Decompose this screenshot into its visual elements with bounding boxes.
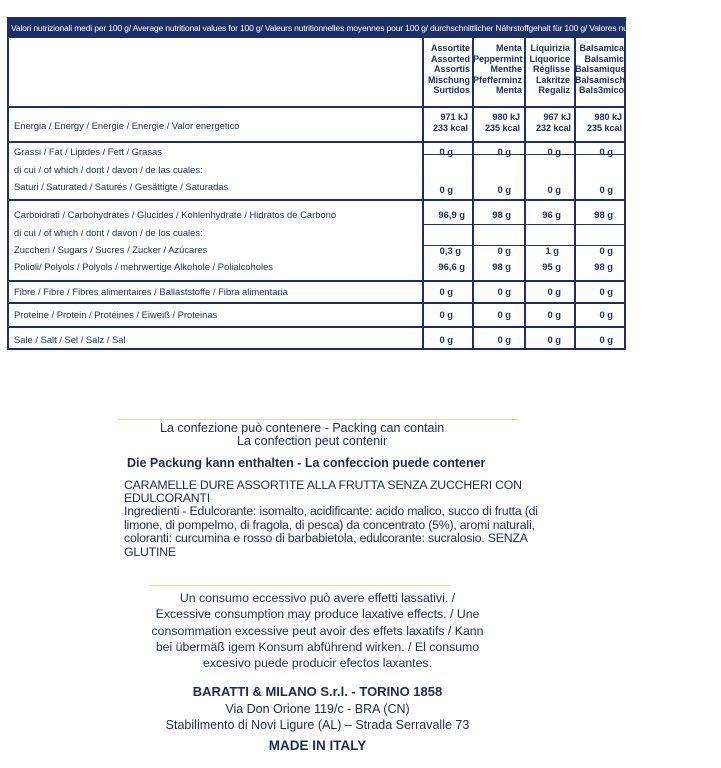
warning-line: bei übermäß igem Konsum abführend wirken. / El consumo	[155, 639, 480, 654]
company-address: Via Don Orione 119/c - BRA (CN)	[225, 702, 410, 716]
company-plant: Stabilimento di Novi Ligure (AL) – Strada Serravalle 73	[165, 718, 470, 732]
row-label-polyols: Polioli/ Polyols / Polyols / mehrwertige Alkohole / Polialcoholes	[14, 261, 273, 272]
nutrition-table	[7, 17, 721, 350]
row-divider	[9, 106, 624, 108]
cell-fibre-assorted: 0 g	[439, 286, 453, 297]
ingredients-line: limone, di pompelmo, di fragola, di pesca) da concentrato (5%), aromi naturali,	[124, 517, 535, 532]
ingredients-line: Ingredienti - Edulcorante: isomalto, acidificante: acido malico, succo di frutta (di	[124, 504, 538, 518]
product-title-line: EDULCORANTI	[124, 491, 210, 505]
row-divider	[9, 280, 624, 282]
row-label-fat: Grassi / Fat / Lipides / Fett / Grasas	[14, 146, 162, 157]
row-label-carbohydrates: Carboidrati / Carbohydrates / Glucides / Kohlenhydrate / Hidratos de Carbono	[14, 209, 337, 220]
cell-energy-peppermint: 980 kJ 235 kcal	[484, 112, 520, 133]
row-label-sugars: Zuccheri / Sugars / Sucres / Zucker / Azúcares	[14, 244, 208, 255]
made-in-italy: MADE IN ITALY	[268, 738, 367, 753]
packing-line-1: La confezione può contenere - Packing can contain	[160, 421, 445, 435]
ingredients	[124, 505, 538, 559]
cell-fibre-balsamic: 0 g	[599, 286, 613, 297]
cell-sugars-assorted: 0,3 g	[439, 245, 461, 256]
laxative-warning	[0, 590, 635, 671]
cell-fat-liquorice: 0 g	[547, 146, 561, 157]
cell-carbs-liquorice: 96 g	[542, 209, 561, 220]
column-header-balsamic: Balsamica Balsamic Balsamique Balsamisch Bals3mico	[575, 43, 626, 96]
cell-fat-assorted: 0 g	[439, 146, 453, 157]
row-divider	[423, 224, 624, 225]
row-divider	[9, 199, 624, 201]
row-label-carbs-of-which: di cui / of which / dont / davon / de los cuales:	[14, 227, 203, 238]
row-label-energy: Energia / Energy / Energie / Energie / Valor energetico	[14, 120, 240, 131]
cell-sugars-balsamic: 0 g	[599, 245, 613, 256]
cell-carbs-assorted: 96,9 g	[438, 209, 465, 220]
cell-protein-balsamic: 0 g	[599, 309, 613, 320]
cell-salt-balsamic: 0 g	[599, 334, 613, 345]
row-label-salt: Sale / Salt / Sel / Salz / Sal	[14, 334, 126, 345]
warning-line: excesivo puede producir efectos laxantes.	[203, 656, 432, 671]
cell-salt-assorted: 0 g	[439, 334, 453, 345]
row-label-protein: Proteine / Protein / Protéines / Eiweiß / Proteinas	[14, 309, 218, 320]
packing-line-2: La confection peut contenir	[237, 434, 388, 448]
label-edge	[150, 585, 450, 586]
cell-sugars-peppermint: 0 g	[497, 245, 511, 256]
cell-saturated-peppermint: 0 g	[497, 184, 511, 195]
cell-saturated-liquorice: 0 g	[547, 184, 561, 195]
ingredients-line: coloranti: curcumina e rosso di barbabietola, edulcorante: sucralosio. SENZA	[124, 531, 528, 545]
cell-energy-balsamic: 980 kJ 235 kcal	[586, 112, 622, 133]
warning-line: Excessive consumption may produce laxative effects. / Une	[155, 607, 480, 622]
row-divider	[9, 141, 624, 143]
column-header-assorted: Assortite Assorted Assortis Mischung Surtidos	[428, 43, 470, 96]
row-label-fibre: Fibre / Fibre / Fibres alimentaires / Ballaststoffe / Fibra alimentaria	[14, 286, 288, 297]
table-header: Valori nutrizionali medi per 100 g/ Average nutritional values for 100 g/ Valeurs nutritionnelles moyennes pour 100 g/ durchschnittlicher Nährstoffgehalt für 100 g/ Valores nutritivos medios para 100 g	[9, 19, 624, 38]
cell-saturated-balsamic: 0 g	[599, 184, 613, 195]
cell-fat-balsamic: 0 g	[599, 146, 613, 157]
cell-salt-peppermint: 0 g	[497, 334, 511, 345]
cell-salt-liquorice: 0 g	[547, 334, 561, 345]
company-name: BARATTI & MILANO S.r.l. - TORINO 1858	[192, 684, 443, 699]
cell-polyols-assorted: 96,6 g	[438, 261, 465, 272]
cell-fat-peppermint: 0 g	[497, 146, 511, 157]
warning-line: consommation excessive peut avoir des effets laxatifs / Kann	[151, 623, 484, 638]
cell-polyols-liquorice: 95 g	[542, 261, 561, 272]
cell-carbs-peppermint: 98 g	[492, 209, 511, 220]
cell-saturated-assorted: 0 g	[439, 184, 453, 195]
cell-polyols-peppermint: 98 g	[492, 261, 511, 272]
label-edge	[118, 419, 518, 420]
column-header-liquorice: Liquirizia Liquorice Réglisse Lakritze Regaliz	[529, 43, 570, 96]
row-label-saturated: Saturi / Saturated / Saturés / Gesättigte / Saturadas	[14, 181, 229, 192]
cell-polyols-balsamic: 98 g	[594, 261, 613, 272]
product-title	[124, 479, 522, 505]
packing-line-3: Die Packung kann enthalten - La confeccion puede contener	[127, 456, 486, 470]
row-label-fat-of-which: di cui / of which / dont / davon / de las cuales:	[14, 164, 203, 175]
cell-energy-assorted: 971 kJ 233 kcal	[432, 112, 468, 133]
cell-energy-liquorice: 967 kJ 232 kcal	[535, 112, 571, 133]
ingredients-line: GLUTINE	[124, 544, 176, 559]
row-divider	[9, 302, 624, 304]
cell-protein-assorted: 0 g	[439, 309, 453, 320]
warning-line: Un consumo eccessivo può avere effetti lassativi. /	[179, 591, 456, 605]
cell-carbs-balsamic: 98 g	[594, 209, 613, 220]
cell-fibre-peppermint: 0 g	[497, 286, 511, 297]
cell-protein-liquorice: 0 g	[547, 309, 561, 320]
cell-sugars-liquorice: 1 g	[545, 245, 559, 256]
cell-protein-peppermint: 0 g	[497, 309, 511, 320]
cell-fibre-liquorice: 0 g	[547, 286, 561, 297]
row-divider	[9, 326, 624, 328]
column-header-peppermint: Menta Peppermint Menthe Pfefferminz Menta	[473, 43, 523, 96]
product-title-line: CARAMELLE DURE ASSORTITE ALLA FRUTTA SENZA ZUCCHERI CON	[124, 478, 522, 492]
